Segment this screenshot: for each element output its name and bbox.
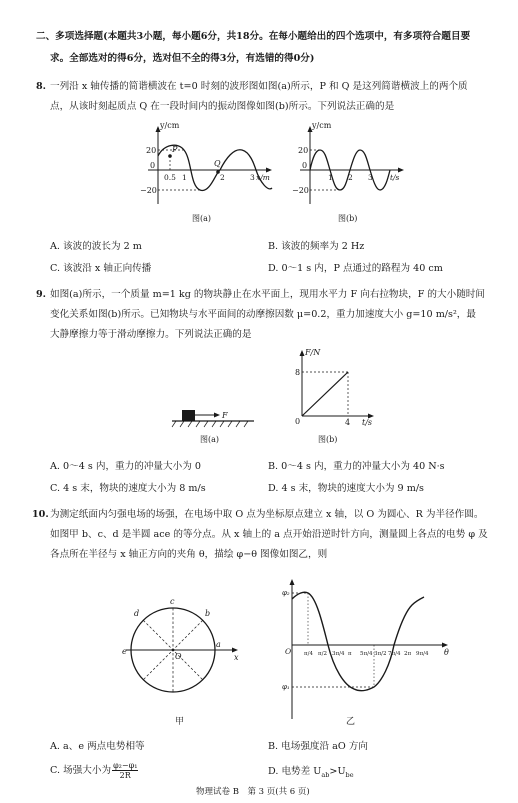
q8b-ytick-neg20: −20 (292, 186, 309, 195)
q10-option-c-denominator: 2R (119, 771, 131, 780)
q10jia-label-c: c (170, 597, 175, 606)
q10-number: 10. (32, 509, 49, 520)
q10-option-c-fraction (112, 761, 138, 780)
q9b-ylabel: F/N (305, 348, 321, 357)
q10jia-label-b: b (205, 609, 211, 618)
q10-stem-line2: 如图甲 b、c、d 是半圆 ace 的等分点。从 x 轴上的 a 点开始沿逆时针方向，测量圆上各点的电势 φ 及 (50, 529, 488, 540)
q9-option-c: C. 4 s 末，物块的速度大小为 8 m/s (50, 483, 206, 494)
q10yi-xtick-2: π/2 (318, 651, 327, 657)
q8a-ytick-0: 0 (150, 161, 156, 170)
q8a-point-p: P (172, 145, 178, 154)
q10yi-xtick-9: 9π/4 (416, 651, 429, 657)
q9b-ytick-8: 8 (295, 368, 301, 377)
q8b-ylabel: y/cm (312, 121, 332, 130)
q8-figure-a (138, 122, 278, 212)
q10-option-d-prefix: D. 电势差 U (268, 766, 322, 777)
q10yi-phi2: φ₁ (282, 683, 290, 691)
q9-figure-a (170, 403, 260, 433)
q8b-ytick-0: 0 (302, 161, 308, 170)
q10jia-label-o: O (175, 652, 182, 661)
q8-figure-a-caption: 图(a) (192, 214, 212, 223)
q9a-force-label: F (222, 411, 228, 420)
q10yi-origin: O (285, 647, 292, 656)
q10yi-xtick-5: 5π/4 (360, 651, 373, 657)
q10-option-d-relation: >U (329, 766, 346, 777)
q8b-xtick-1: 1 (328, 173, 333, 182)
q10-option-c-prefix: C. 场强大小为 (50, 765, 112, 776)
q9-option-d: D. 4 s 末，物块的速度大小为 9 m/s (268, 483, 424, 494)
q8a-xtick-0.5: 0.5 (164, 173, 176, 182)
q10-figure-jia-caption: 甲 (175, 717, 185, 727)
section-title-line2: 求。全部选对的得6分，选对但不全的得3分，有选错的得0分) (50, 53, 315, 64)
q8a-ylabel: y/cm (160, 121, 180, 130)
q10-figure-jia (108, 592, 248, 702)
q10yi-xtick-4: π (348, 651, 352, 657)
q9-option-a: A. 0～4 s 内，重力的冲量大小为 0 (50, 461, 201, 472)
q8-figure-b-caption: 图(b) (338, 214, 358, 223)
q10-option-c-numerator: φ₂−φ₁ (113, 761, 138, 770)
q9b-xtick-4: 4 (345, 418, 351, 427)
q8-stem-line1: 一列沿 x 轴传播的简谐横波在 t=0 时刻的波形图如图(a)所示，P 和 Q 是这列简谐横波上的两个质 (50, 81, 468, 92)
q8a-xtick-2: 2 (220, 173, 225, 182)
q10jia-label-d: d (134, 609, 140, 618)
q8a-xtick-3: 3 (250, 173, 255, 182)
q10yi-theta: θ (444, 648, 449, 657)
q10-stem-line3: 各点所在半径与 x 轴正方向的夹角 θ，描绘 φ−θ 图像如图乙，则 (50, 549, 328, 560)
q10yi-xtick-7: 7π/4 (388, 651, 401, 657)
section-title-line1: 二、多项选择题(本题共3小题，每小题6分，共18分。在每小题给出的四个选项中，有多项符合题目要 (36, 31, 471, 42)
q10yi-xtick-1: π/4 (304, 651, 313, 657)
q10-figure-yi (282, 575, 452, 725)
q10-option-c (50, 760, 139, 782)
page-footer: 物理试卷 B 第 3 页(共 6 页) (196, 787, 310, 797)
q8-option-a: A. 该波的波长为 2 m (50, 241, 142, 252)
q10-figure-yi-caption: 乙 (346, 717, 356, 727)
q10jia-label-x: x (234, 653, 239, 662)
q8a-ytick-neg20: −20 (140, 186, 157, 195)
q9b-xlabel: t/s (362, 418, 373, 427)
q8a-point-q: Q (214, 159, 221, 168)
q8b-xtick-2: 2 (348, 173, 353, 182)
q9-stem-line2: 变化关系如图(b)所示。已知物块与水平面间的动摩擦因数 μ=0.2，重力加速度大小 g=10 m/s²，最 (50, 309, 476, 320)
q10jia-label-e: e (122, 647, 127, 656)
q10yi-phi1: φ₂ (282, 589, 290, 597)
q8b-xlabel: t/s (390, 173, 400, 182)
q8-number: 8. (36, 81, 47, 92)
q8-option-b: B. 该波的频率为 2 Hz (268, 241, 365, 252)
q9-figure-b (292, 346, 382, 426)
q8-option-c: C. 该波沿 x 轴正向传播 (50, 263, 152, 274)
q9-figure-b-caption: 图(b) (318, 435, 338, 444)
q10-stem-line1: 为测定纸面内匀强电场的场强，在电场中取 O 点为坐标原点建立 x 轴，以 O 为圆心、R 为半径作圆。 (50, 509, 484, 520)
q8-stem-line2: 点，从该时刻起质点 Q 在一段时间内的振动图像如图(b)所示。下列说法正确的是 (50, 101, 395, 112)
q10-option-d: D. 电势差 $U_{ab}>U_{be}$ (268, 766, 354, 779)
q8a-ytick-20: 20 (146, 146, 157, 155)
q9b-origin: 0 (295, 417, 301, 426)
q10jia-label-a: a (216, 640, 221, 649)
q8-option-d: D. 0～1 s 内，P 点通过的路程为 40 cm (268, 263, 443, 274)
q9-stem-line3: 大静摩擦力等于滑动摩擦力。下列说法正确的是 (50, 329, 252, 340)
q9-figure-a-caption: 图(a) (200, 435, 220, 444)
q10yi-xtick-6: 3π/2 (374, 651, 387, 657)
q8a-xlabel: x/m (256, 173, 270, 182)
q9-option-b: B. 0～4 s 内，重力的冲量大小为 40 N·s (268, 461, 445, 472)
q9-number: 9. (36, 289, 47, 300)
q8a-xtick-1: 1 (182, 173, 187, 182)
q8b-xtick-3: 3 (368, 173, 373, 182)
q10-option-a: A. a、e 两点电势相等 (50, 741, 145, 752)
q8b-ytick-20: 20 (298, 146, 309, 155)
q9-stem-line1: 如图(a)所示，一个质量 m=1 kg 的物块静止在水平面上，现用水平力 F 向右拉物块，F 的大小随时间 (50, 289, 485, 300)
q10yi-xtick-8: 2π (404, 651, 412, 657)
q8-figure-b (290, 122, 410, 212)
q10-option-b: B. 电场强度沿 aO 方向 (268, 741, 368, 752)
q10yi-xtick-3: 3π/4 (332, 651, 345, 657)
